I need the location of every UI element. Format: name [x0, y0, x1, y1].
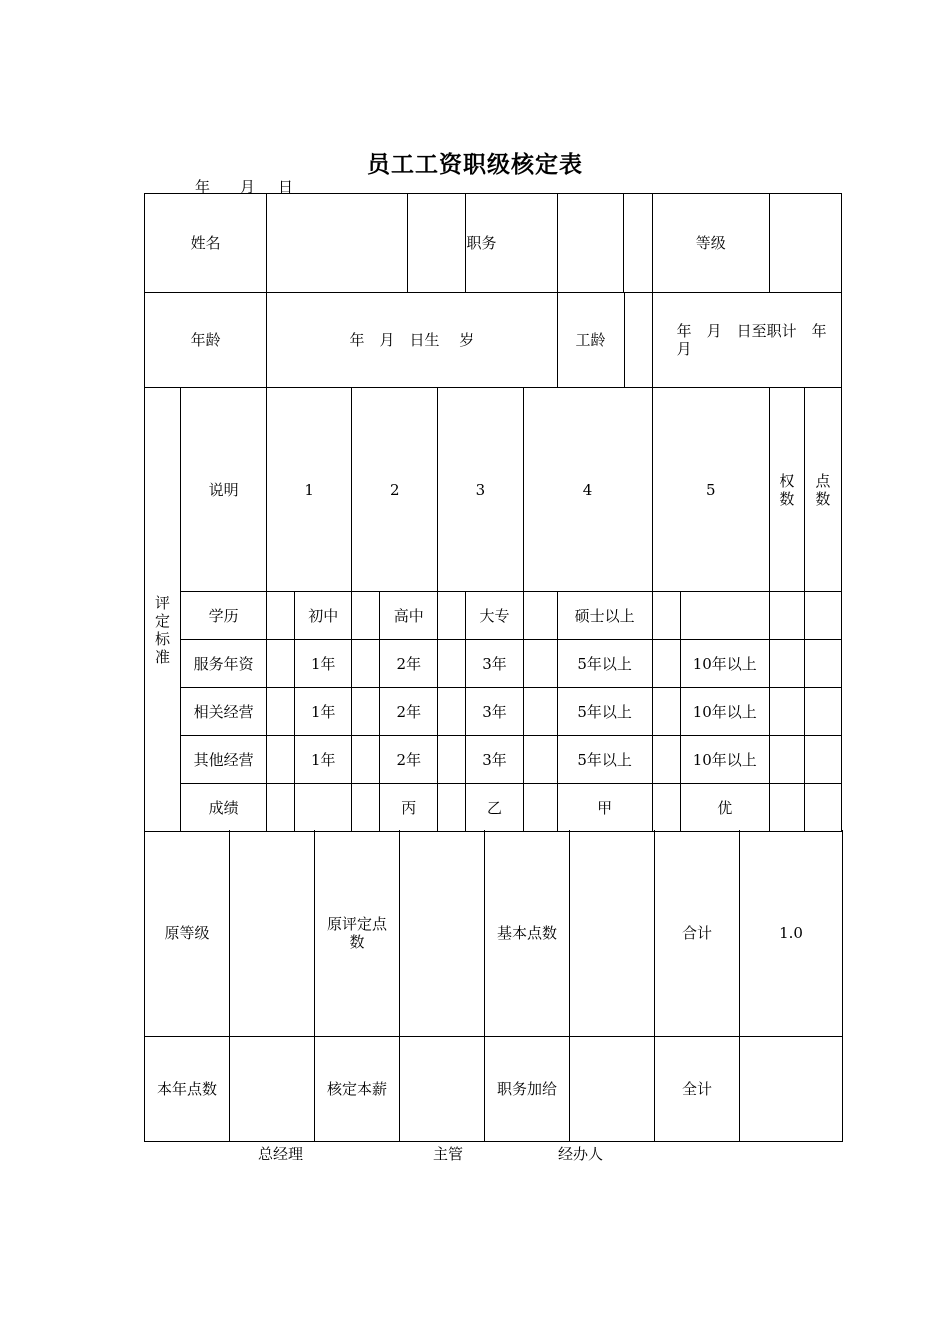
- weight-cell[interactable]: [769, 640, 804, 688]
- name-value-cell[interactable]: [267, 194, 466, 293]
- approved-salary-value[interactable]: [400, 1036, 485, 1141]
- criteria-cell: 2年: [380, 688, 438, 736]
- subtotal-value[interactable]: 1.0: [740, 830, 843, 1036]
- score-box[interactable]: [652, 784, 680, 832]
- score-box[interactable]: [267, 736, 295, 784]
- summary-table: [144, 830, 843, 1142]
- date-year: 年: [195, 178, 211, 196]
- score-box[interactable]: [523, 784, 557, 832]
- score-box[interactable]: [267, 784, 295, 832]
- criteria-cell: 1年: [295, 736, 352, 784]
- seniority-label: 工龄: [557, 293, 652, 388]
- score-box[interactable]: [652, 592, 680, 640]
- score-box[interactable]: [438, 736, 466, 784]
- score-box[interactable]: [652, 688, 680, 736]
- level-5-header: 5: [652, 388, 769, 592]
- criteria-row-education: [145, 592, 842, 640]
- criteria-row-other-experience: [145, 736, 842, 784]
- criteria-cell: 3年: [466, 688, 523, 736]
- points-cell[interactable]: [804, 688, 841, 736]
- criteria-cell: 2年: [380, 640, 438, 688]
- summary-row-2: [145, 1036, 843, 1141]
- orig-grade-label: 原等级: [145, 830, 230, 1036]
- weight-cell[interactable]: [769, 736, 804, 784]
- criteria-desc-label: 说明: [181, 388, 267, 592]
- score-box[interactable]: [523, 592, 557, 640]
- birth-date-cell[interactable]: 年 月 日生 岁: [267, 293, 557, 388]
- criteria-cell: [295, 784, 352, 832]
- summary-row-1: [145, 830, 843, 1036]
- criteria-row-label: 其他经营: [181, 736, 267, 784]
- criteria-cell: 丙: [380, 784, 438, 832]
- criteria-row-label: 成绩: [181, 784, 267, 832]
- score-box[interactable]: [267, 688, 295, 736]
- criteria-cell: 3年: [466, 736, 523, 784]
- criteria-cell: 3年: [466, 640, 523, 688]
- points-cell[interactable]: [804, 640, 841, 688]
- form-title: 员工工资职级核定表: [367, 151, 583, 178]
- points-header: 点数: [804, 388, 841, 592]
- score-box[interactable]: [352, 736, 380, 784]
- score-box[interactable]: [438, 784, 466, 832]
- criteria-cell: 高中: [380, 592, 438, 640]
- criteria-cell: 5年以上: [557, 736, 652, 784]
- criteria-cell: 优: [680, 784, 769, 832]
- year-points-value[interactable]: [230, 1036, 315, 1141]
- score-box[interactable]: [652, 736, 680, 784]
- criteria-cell: 乙: [466, 784, 523, 832]
- total-label: 全计: [655, 1036, 740, 1141]
- orig-points-label: 原评定点数: [315, 830, 400, 1036]
- score-box[interactable]: [438, 688, 466, 736]
- criteria-row-label: 学历: [181, 592, 267, 640]
- criteria-row-label: 相关经营: [181, 688, 267, 736]
- criteria-cell: 初中: [295, 592, 352, 640]
- name-row: [145, 194, 842, 293]
- position-label: 职务: [466, 194, 557, 293]
- criteria-cell: 5年以上: [557, 688, 652, 736]
- level-4-header: 4: [523, 388, 652, 592]
- date-month: 月: [240, 178, 256, 196]
- weight-header: 权数: [769, 388, 804, 592]
- criteria-cell: 2年: [380, 736, 438, 784]
- score-box[interactable]: [267, 640, 295, 688]
- criteria-row-related-experience: [145, 688, 842, 736]
- info-criteria-table: [144, 193, 842, 832]
- level-2-header: 2: [352, 388, 438, 592]
- score-box[interactable]: [438, 592, 466, 640]
- weight-cell[interactable]: [769, 784, 804, 832]
- score-box[interactable]: [267, 592, 295, 640]
- age-row: [145, 293, 842, 388]
- points-cell[interactable]: [804, 784, 841, 832]
- weight-cell[interactable]: [769, 592, 804, 640]
- score-box[interactable]: [352, 688, 380, 736]
- total-value[interactable]: [740, 1036, 843, 1141]
- criteria-cell: 10年以上: [680, 736, 769, 784]
- grade-value-cell[interactable]: [769, 194, 841, 293]
- criteria-cell: 硕士以上: [557, 592, 652, 640]
- base-points-value[interactable]: [570, 830, 655, 1036]
- score-box[interactable]: [352, 592, 380, 640]
- criteria-row-service-years: [145, 640, 842, 688]
- score-box[interactable]: [352, 640, 380, 688]
- score-box[interactable]: [523, 640, 557, 688]
- level-1-header: 1: [267, 388, 352, 592]
- criteria-cell: 10年以上: [680, 688, 769, 736]
- position-allowance-label: 职务加给: [485, 1036, 570, 1141]
- criteria-cell: 10年以上: [680, 640, 769, 688]
- score-box[interactable]: [523, 688, 557, 736]
- weight-cell[interactable]: [769, 688, 804, 736]
- position-value-cell[interactable]: [557, 194, 652, 293]
- base-points-label: 基本点数: [485, 830, 570, 1036]
- criteria-row-label: 服务年资: [181, 640, 267, 688]
- criteria-cell: 甲: [557, 784, 652, 832]
- criteria-section-label: 评定标准: [145, 388, 181, 832]
- score-box[interactable]: [352, 784, 380, 832]
- subtotal-label: 合计: [655, 830, 740, 1036]
- criteria-row-performance: [145, 784, 842, 832]
- criteria-cell: 5年以上: [557, 640, 652, 688]
- criteria-cell: 大专: [466, 592, 523, 640]
- seniority-value[interactable]: 年 月 日至职计 年 月: [652, 293, 841, 388]
- grade-label: 等级: [652, 194, 769, 293]
- criteria-cell: 1年: [295, 640, 352, 688]
- name-label: 姓名: [145, 194, 267, 293]
- criteria-header-row: [145, 388, 842, 592]
- position-allowance-value[interactable]: [570, 1036, 655, 1141]
- criteria-cell: [680, 592, 769, 640]
- score-box[interactable]: [523, 736, 557, 784]
- orig-grade-value[interactable]: [230, 830, 315, 1036]
- points-cell[interactable]: [804, 592, 841, 640]
- year-points-label: 本年点数: [145, 1036, 230, 1141]
- approved-salary-label: 核定本薪: [315, 1036, 400, 1141]
- score-box[interactable]: [438, 640, 466, 688]
- points-cell[interactable]: [804, 736, 841, 784]
- supervisor-signature-label: 主管: [433, 1145, 464, 1163]
- age-label: 年龄: [145, 293, 267, 388]
- gm-signature-label: 总经理: [258, 1145, 304, 1163]
- date-day: 日: [278, 178, 294, 196]
- score-box[interactable]: [652, 640, 680, 688]
- orig-points-value[interactable]: [400, 830, 485, 1036]
- level-3-header: 3: [438, 388, 523, 592]
- criteria-cell: 1年: [295, 688, 352, 736]
- handler-signature-label: 经办人: [558, 1145, 604, 1163]
